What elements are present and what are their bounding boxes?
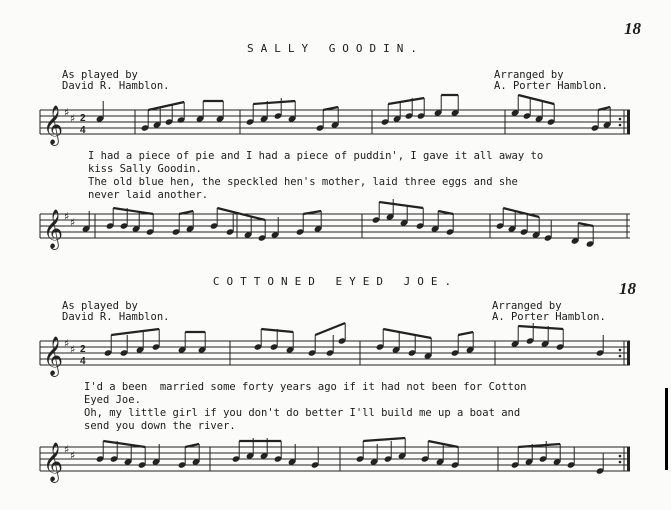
svg-text:♯: ♯: [70, 449, 76, 462]
song-title: SALLY GOODIN.: [246, 42, 425, 55]
svg-text:♯: ♯: [70, 112, 76, 125]
svg-text:2: 2: [80, 113, 86, 124]
svg-text:4: 4: [80, 356, 86, 367]
lyrics: I had a piece of pie and I had a piece of puddin', I gave it all away to kiss Sally Goodin. The old blue hen, the speckled hen's mother, laid three eggs and she never laid another.: [88, 150, 544, 201]
svg-text:4: 4: [80, 125, 86, 136]
svg-text:♯: ♯: [64, 337, 70, 350]
notes: [96, 438, 605, 475]
notes: [82, 199, 595, 248]
song-title: COTTONED EYED JOE.: [212, 275, 459, 288]
page-number: 18: [619, 279, 636, 298]
music-staff: [0, 204, 671, 264]
svg-text:♯: ♯: [64, 106, 70, 119]
music-staff: [0, 437, 671, 497]
lyrics: I'd a been married some forty years ago if it had not been for Cotton Eyed Joe. Oh, my little girl if you don't do better I'll build me up a boat and send you down the river.: [84, 381, 527, 432]
svg-text:♯: ♯: [64, 210, 70, 223]
performer-credit: As played by David R. Hamblon.: [62, 300, 170, 323]
svg-text:2: 2: [80, 344, 86, 355]
svg-text:𝄞: 𝄞: [43, 442, 64, 482]
svg-text:♯: ♯: [70, 216, 76, 229]
svg-text:𝄞: 𝄞: [43, 105, 64, 145]
svg-text:♯: ♯: [70, 343, 76, 356]
performer-credit: As played by David R. Hamblon.: [62, 69, 170, 92]
page-number: 18: [624, 19, 641, 38]
svg-text:𝄞: 𝄞: [43, 209, 64, 249]
arranger-credit: Arranged by A. Porter Hamblon.: [494, 69, 608, 92]
notes: [96, 95, 612, 132]
svg-text:𝄞: 𝄞: [43, 336, 64, 376]
svg-text:♯: ♯: [64, 443, 70, 456]
arranger-credit: Arranged by A. Porter Hamblon.: [492, 300, 606, 323]
